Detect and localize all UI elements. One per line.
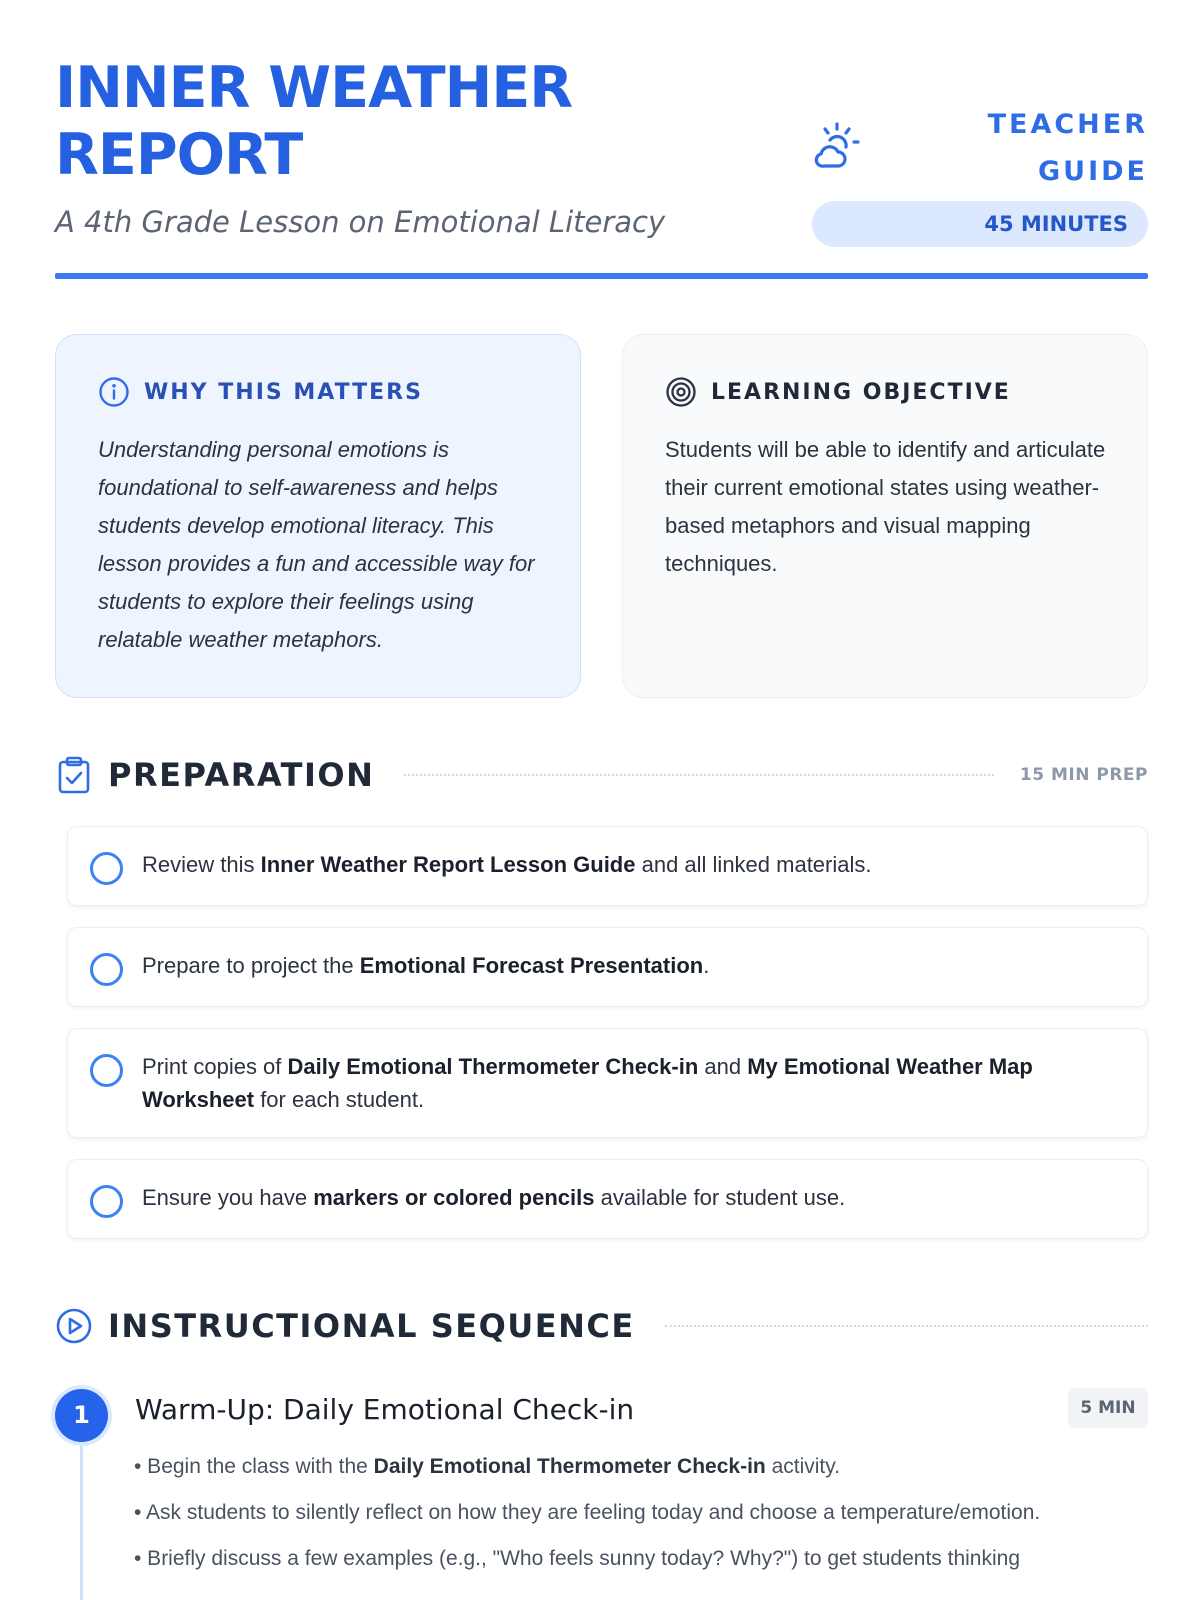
- card-body-text: Students will be able to identify and articulate their current emotional states using weather-based metaphors and visual mapping techniques.: [665, 437, 1106, 576]
- why-this-matters-card: [55, 334, 581, 698]
- title-line-2: REPORT: [55, 122, 303, 188]
- header-divider: [55, 273, 1148, 279]
- guide-line-1: TEACHER: [987, 109, 1148, 140]
- card-heading: WHY THIS MATTERS: [144, 379, 423, 405]
- instructional-sequence-header: [55, 1303, 1148, 1349]
- list-item: • Begin the class with the Daily Emotional Thermometer Check-in activity.: [134, 1455, 841, 1478]
- page-header: [55, 55, 1148, 281]
- preparation-checklist: [67, 826, 1148, 1260]
- page-title: [55, 55, 572, 189]
- dotted-divider: [665, 1325, 1148, 1327]
- list-item: • Briefly discuss a few examples (e.g., "Who feels sunny today? Why?") to get students thinking: [134, 1547, 1021, 1570]
- card-heading: LEARNING OBJECTIVE: [711, 379, 1011, 405]
- guide-line-2: GUIDE: [1038, 156, 1148, 187]
- teacher-guide-label: [888, 101, 1148, 195]
- checkbox-circle[interactable]: [90, 852, 123, 885]
- item-text: Ensure you have markers or colored pencils available for student use.: [142, 1185, 846, 1210]
- learning-objective-card: [622, 334, 1148, 698]
- list-item: • Ask students to silently reflect on how they are feeling today and choose a temperature/emotion.: [134, 1501, 1041, 1524]
- dotted-divider: [404, 774, 994, 776]
- checklist-item: [67, 1159, 1148, 1239]
- play-circle-icon: [55, 1307, 93, 1345]
- section-title: PREPARATION: [108, 756, 375, 794]
- timeline-line: [80, 1416, 83, 1600]
- step-number-badge: 1: [55, 1389, 108, 1442]
- item-text: Prepare to project the Emotional Forecast Presentation.: [142, 953, 710, 978]
- checklist-item: [67, 826, 1148, 906]
- step-duration-badge: 5 MIN: [1068, 1388, 1148, 1428]
- checklist-item: [67, 1028, 1148, 1138]
- cloud-sun-icon: [810, 121, 860, 171]
- target-icon: [665, 376, 697, 408]
- info-icon: [98, 376, 130, 408]
- checklist-item: [67, 927, 1148, 1007]
- item-text: Review this Inner Weather Report Lesson Guide and all linked materials.: [142, 852, 872, 877]
- preparation-section-header: [55, 752, 1148, 798]
- item-text: Print copies of Daily Emotional Thermometer Check-in and My Emotional Weather Map Worksheet for each student.: [142, 1054, 1033, 1112]
- card-header: [98, 377, 540, 407]
- step-title: Warm-Up: Daily Emotional Check-in: [135, 1393, 635, 1426]
- title-line-1: INNER WEATHER: [55, 55, 573, 121]
- clipboard-check-icon: [55, 756, 93, 794]
- checkbox-circle[interactable]: [90, 1054, 123, 1087]
- duration-badge: 45 MINUTES: [812, 201, 1148, 247]
- section-title: INSTRUCTIONAL SEQUENCE: [108, 1307, 635, 1345]
- page-subtitle: A 4th Grade Lesson on Emotional Literacy: [55, 205, 666, 239]
- prep-time-label: 15 MIN PREP: [1019, 765, 1148, 785]
- checkbox-circle[interactable]: [90, 953, 123, 986]
- step-bullet-list: [134, 1450, 1144, 1588]
- card-body-text: Understanding personal emotions is foundational to self-awareness and helps students develop emotional literacy. This lesson provides a fun and accessible way for students to explore their feelings using relatable weather metaphors.: [98, 437, 535, 652]
- card-header: [665, 377, 1107, 407]
- checkbox-circle[interactable]: [90, 1185, 123, 1218]
